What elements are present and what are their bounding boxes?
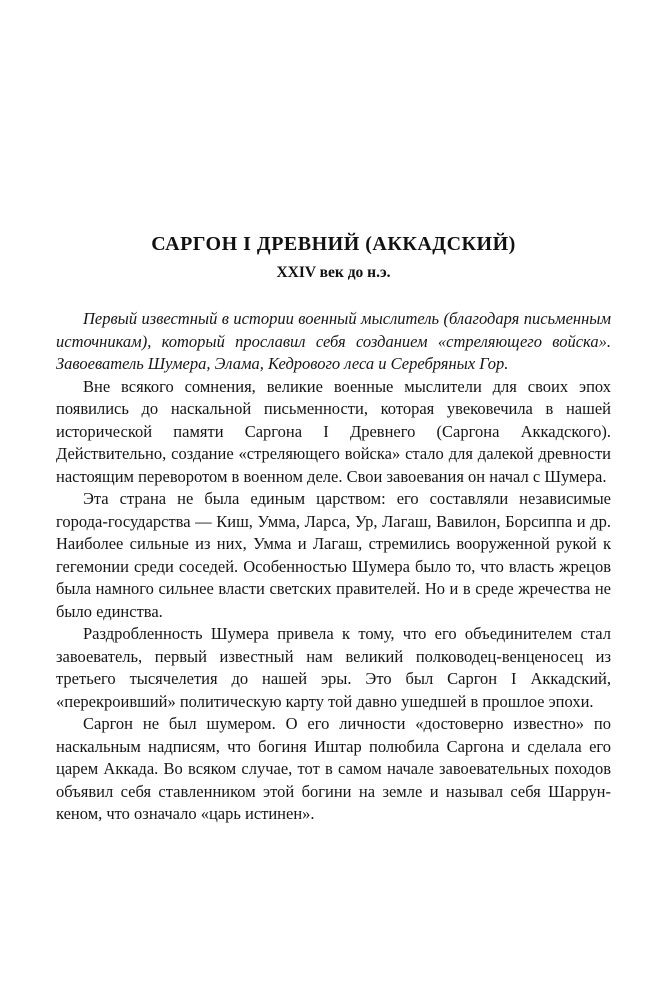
body-paragraph: Вне всякого сомнения, великие военные мыслители для своих эпох появились до наскальной письменности, которая увековечила в нашей исторической памяти Саргона I Древнего (Саргона Аккадского). Действительно, создание «стреляющего войска» стало для далекой древности настоящим переворотом в военном деле. Свои завоевания он начал с Шумера. <box>56 376 611 486</box>
body-paragraph: Эта страна не была единым царством: его составляли независимые города-государства — Киш, Умма, Ларса, Ур, Лагаш, Вавилон, Борсиппа и др. Наиболее сильные из них, Умма и Лагаш, стремились вооруженной рукой к гегемонии среди соседей. Особенностью Шумера было то, что власть жрецов была намного сильнее власти светских правителей. Но и в среде жречества не было единства. <box>56 489 611 621</box>
page-title: САРГОН I ДРЕВНИЙ (АККАДСКИЙ) <box>151 233 516 255</box>
lead-paragraph: Первый известный в истории военный мыслитель (благодаря письменным источникам), который прославил себя созданием «стреляющего войска». Завоеватель Шумера, Элама, Кедрового леса и Серебряных Гор. <box>56 309 611 373</box>
body-paragraph: Саргон не был шумером. О его личности «достоверно известно» по наскальным надписям, что богиня Иштар полюбила Саргона и сделала его царем Аккада. Во всяком случае, тот в самом начале завоевательных походов объявил себя ставленником этой богини на земле и называл себя Шаррун-кеном, что означало «царь истинен». <box>56 714 611 823</box>
body-paragraph: Раздробленность Шумера привела к тому, что его объединителем стал завоеватель, первый известный нам великий полководец-венценосец из третьего тысячелетия до нашей эры. Это был Саргон I Аккадский, «перекроивший» политическую карту той давно ушедшей в прошлое эпохи. <box>56 624 611 711</box>
page-subtitle: XXIV век до н.э. <box>276 264 391 281</box>
